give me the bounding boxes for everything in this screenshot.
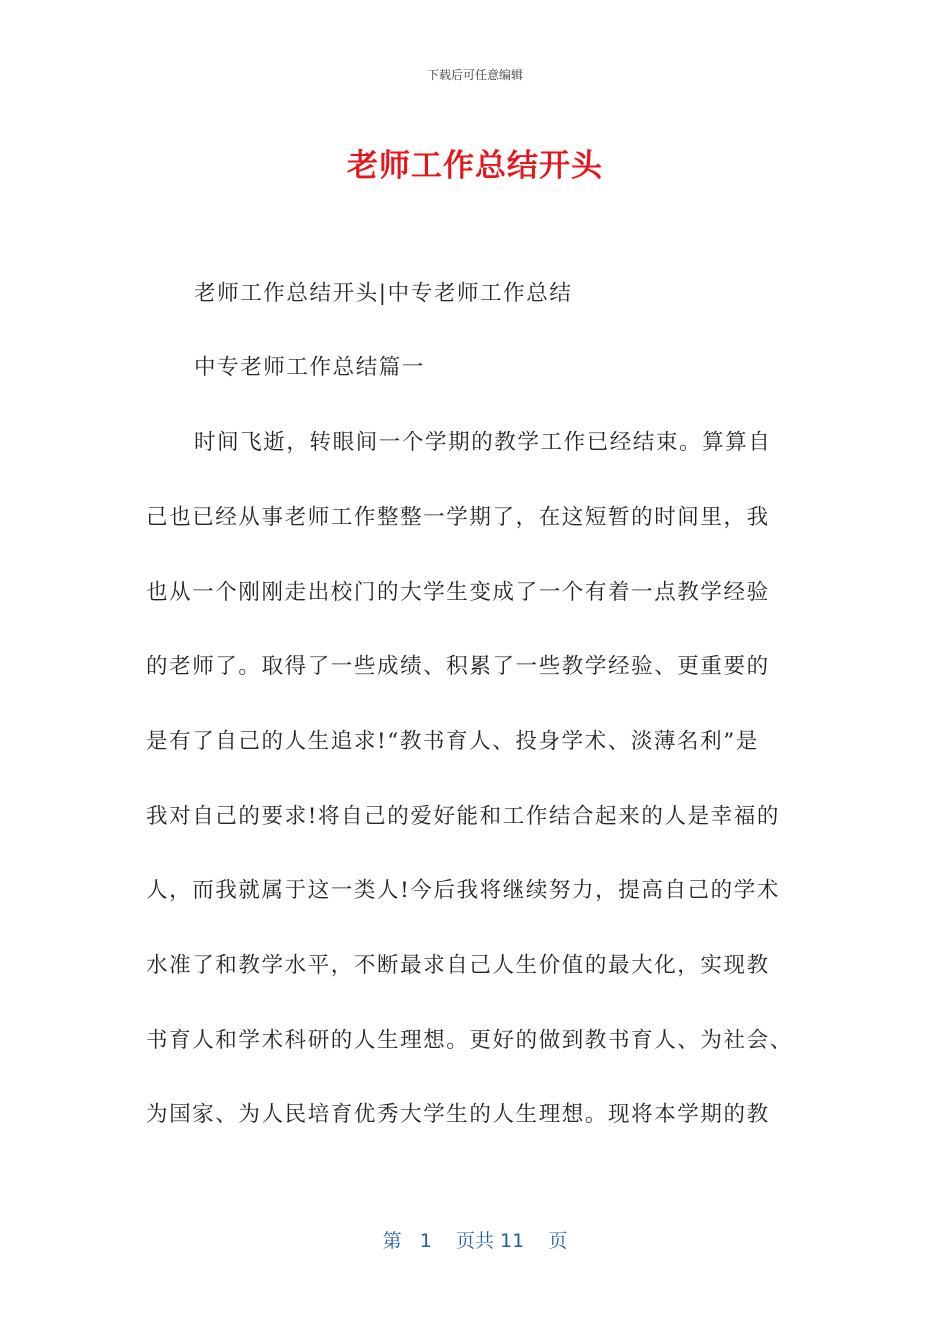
footer-middle: 页共 (455, 1230, 494, 1252)
subtitle-line: 老师工作总结开头|中专老师工作总结 (194, 281, 573, 306)
footer-prefix: 第 (382, 1230, 402, 1252)
section-heading: 中专老师工作总结篇一 (194, 355, 426, 380)
paragraph-line-4: 的老师了。取得了一些成绩、积累了一些教学经验、更重要的 (146, 654, 770, 679)
paragraph-line-10: 为国家、为人民培育优秀大学生的人生理想。现将本学期的教 (146, 1102, 770, 1127)
header-note: 下载后可任意编辑 (426, 68, 523, 82)
footer-current-page: 1 (419, 1230, 432, 1252)
paragraph-line-6: 我对自己的要求!将自己的爱好能和工作结合起来的人是幸福的 (146, 804, 780, 829)
page-footer (0, 1226, 950, 1253)
footer-total-pages: 11 (500, 1230, 525, 1252)
paragraph-line-2: 己也已经从事老师工作整整一学期了，在这短暂的时间里，我 (146, 505, 770, 530)
paragraph-line-8: 水准了和教学水平，不断最求自己人生价值的最大化，实现教 (146, 953, 770, 978)
paragraph-line-3: 也从一个刚刚走出校门的大学生变成了一个有着一点教学经验 (146, 580, 770, 605)
footer-suffix: 页 (548, 1230, 568, 1252)
paragraph-line-9: 书育人和学术科研的人生理想。更好的做到教书育人、为社会、 (146, 1028, 793, 1053)
paragraph-line-1: 时间飞逝，转眼间一个学期的教学工作已经结束。算算自 (194, 430, 772, 455)
paragraph-line-5: 是有了自己的人生追求!“教书育人、投身学术、淡薄名利”是 (146, 729, 759, 754)
document-title: 老师工作总结开头 (347, 148, 603, 184)
paragraph-line-7: 人，而我就属于这一类人!今后我将继续努力，提高自己的学术 (146, 878, 780, 903)
